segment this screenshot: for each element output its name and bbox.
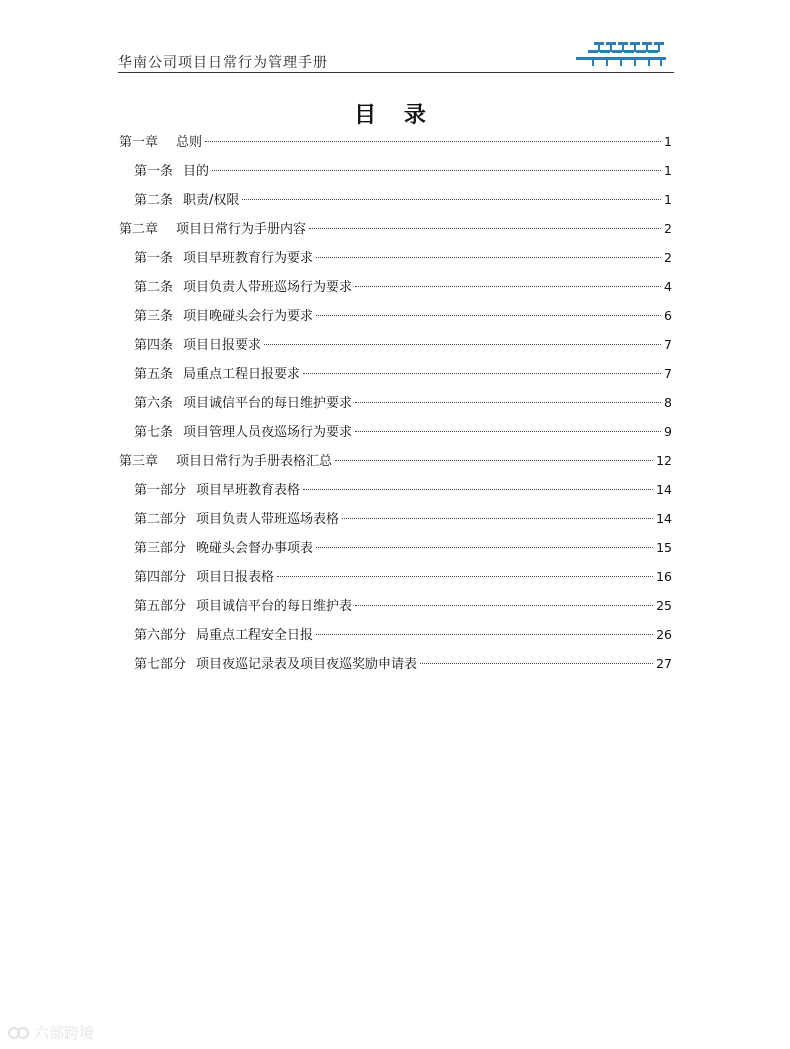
- toc-entry[interactable]: [134, 189, 672, 211]
- toc-entry-number: 第三章: [119, 454, 159, 469]
- toc-entry[interactable]: [134, 247, 672, 269]
- toc-leader-dots: [355, 401, 661, 403]
- toc-entry-label: [119, 218, 306, 237]
- toc-entry-number: 第一条: [134, 164, 174, 179]
- toc-page-number: 25: [656, 598, 672, 613]
- toc-page-number: 12: [656, 453, 672, 468]
- toc-leader-dots: [309, 227, 661, 229]
- toc-entry-label: [134, 305, 313, 324]
- toc-page-number: 4: [664, 279, 672, 294]
- toc-page-number: 1: [664, 192, 672, 207]
- toc-entry-label: [134, 160, 209, 179]
- toc-entry[interactable]: [134, 421, 672, 443]
- toc-leader-dots: [212, 169, 661, 171]
- toc-entry-label: [134, 566, 274, 585]
- toc-leader-dots: [277, 575, 653, 577]
- toc-entry-number: 第六部分: [134, 628, 187, 643]
- toc-leader-dots: [205, 140, 661, 142]
- toc-entry-number: 第五条: [134, 367, 174, 382]
- toc-page-number: 7: [664, 366, 672, 381]
- toc-entry[interactable]: [119, 131, 672, 153]
- toc-entry-label: [134, 421, 352, 440]
- toc-entry[interactable]: [134, 508, 672, 530]
- toc-entry-title: 项目早班教育行为要求: [183, 251, 314, 266]
- toc-entry-title: 项目夜巡记录表及项目夜巡奖励申请表: [196, 657, 418, 672]
- toc-leader-dots: [355, 604, 653, 606]
- toc-page-number: 2: [664, 250, 672, 265]
- toc-entry-number: 第三条: [134, 309, 174, 324]
- toc-entry[interactable]: [134, 653, 672, 675]
- toc-entry-label: [134, 363, 300, 382]
- toc-entry-number: 第二章: [119, 222, 159, 237]
- toc-entry[interactable]: [134, 566, 672, 588]
- toc-entry-title: 职责/权限: [183, 193, 240, 208]
- toc-entry-title: 项目日常行为手册表格汇总: [176, 454, 333, 469]
- toc-entry-label: [134, 595, 352, 614]
- toc-entry-number: 第二条: [134, 193, 174, 208]
- toc-page-number: 14: [656, 511, 672, 526]
- toc-entry-title: 项目负责人带班巡场表格: [196, 512, 340, 527]
- toc-entry[interactable]: [134, 392, 672, 414]
- toc-leader-dots: [335, 459, 653, 461]
- toc-entry-number: 第一章: [119, 135, 159, 150]
- toc-entry[interactable]: [134, 479, 672, 501]
- toc-leader-dots: [316, 256, 661, 258]
- toc-page-number: 1: [664, 163, 672, 178]
- toc-title: 目 录: [354, 103, 436, 128]
- watermark-text: 六部跨境: [34, 1024, 95, 1042]
- toc-entry[interactable]: [134, 363, 672, 385]
- toc-entry-title: 总则: [176, 135, 203, 150]
- toc-entry-number: 第二条: [134, 280, 174, 295]
- toc-entry-title: 项目早班教育表格: [196, 483, 301, 498]
- toc-entry-number: 第二部分: [134, 512, 187, 527]
- watermark-logo-icon: [8, 1025, 30, 1041]
- toc-entry[interactable]: [134, 595, 672, 617]
- toc-entry-label: [134, 334, 261, 353]
- toc-entry-title: 项目负责人带班巡场行为要求: [183, 280, 353, 295]
- toc-entry-title: 项目诚信平台的每日维护要求: [183, 396, 353, 411]
- toc-entry[interactable]: [134, 160, 672, 182]
- toc-leader-dots: [355, 285, 661, 287]
- toc-leader-dots: [303, 488, 653, 490]
- toc-page-number: 16: [656, 569, 672, 584]
- toc-page-number: 2: [664, 221, 672, 236]
- toc-leader-dots: [264, 343, 661, 345]
- toc-leader-dots: [316, 633, 653, 635]
- toc-entry-number: 第五部分: [134, 599, 187, 614]
- toc-entry[interactable]: [134, 537, 672, 559]
- toc-entry[interactable]: [134, 334, 672, 356]
- toc-entry[interactable]: [119, 218, 672, 240]
- toc-page-number: 1: [664, 134, 672, 149]
- toc-entry-number: 第七部分: [134, 657, 187, 672]
- toc-page-number: 9: [664, 424, 672, 439]
- toc-page-number: 27: [656, 656, 672, 671]
- toc-page-number: 8: [664, 395, 672, 410]
- toc-entry-title: 项目日报要求: [183, 338, 262, 353]
- toc-entry-title: 局重点工程安全日报: [196, 628, 314, 643]
- toc-entry-title: 项目日常行为手册内容: [176, 222, 307, 237]
- toc-entry-title: 项目晚碰头会行为要求: [183, 309, 314, 324]
- toc-entry-title: 项目管理人员夜巡场行为要求: [183, 425, 353, 440]
- toc-entry-label: [134, 624, 313, 643]
- toc-entry-label: [134, 276, 352, 295]
- toc-entry[interactable]: [134, 276, 672, 298]
- toc-page-number: 7: [664, 337, 672, 352]
- toc-page-number: 6: [664, 308, 672, 323]
- toc-entry[interactable]: [134, 624, 672, 646]
- toc-entry-label: [134, 247, 313, 266]
- toc-entry-title: 晚碰头会督办事项表: [196, 541, 314, 556]
- toc-entry-label: [134, 189, 239, 208]
- toc-entry-label: [134, 479, 300, 498]
- toc-entry-number: 第一条: [134, 251, 174, 266]
- page-header: [118, 48, 674, 73]
- toc-leader-dots: [316, 546, 653, 548]
- toc-entry-title: 目的: [183, 164, 210, 179]
- toc-entry-title: 项目日报表格: [196, 570, 275, 585]
- toc-page-number: 14: [656, 482, 672, 497]
- toc-entry-label: [119, 131, 202, 150]
- toc-leader-dots: [303, 372, 661, 374]
- company-logo: [572, 40, 668, 70]
- toc-entry-label: [134, 392, 352, 411]
- toc-entry[interactable]: [119, 450, 672, 472]
- toc-page-number: 26: [656, 627, 672, 642]
- toc-entry-number: 第六条: [134, 396, 174, 411]
- toc-entry-number: 第七条: [134, 425, 174, 440]
- toc-leader-dots: [316, 314, 661, 316]
- toc-entry-number: 第四部分: [134, 570, 187, 585]
- toc-entry-label: [134, 508, 339, 527]
- toc-entry-label: [119, 450, 332, 469]
- toc-entry-number: 第四条: [134, 338, 174, 353]
- watermark: [8, 1022, 94, 1043]
- toc-entry-title: 项目诚信平台的每日维护表: [196, 599, 353, 614]
- toc-entry-number: 第三部分: [134, 541, 187, 556]
- toc-entry-title: 局重点工程日报要求: [183, 367, 301, 382]
- toc-entry-label: [134, 653, 417, 672]
- toc-leader-dots: [420, 662, 653, 664]
- toc-entry-label: [134, 537, 313, 556]
- toc-page-number: 15: [656, 540, 672, 555]
- toc-entry[interactable]: [134, 305, 672, 327]
- header-title: 华南公司项目日常行为管理手册: [118, 55, 328, 71]
- toc-leader-dots: [355, 430, 661, 432]
- toc-entry-number: 第一部分: [134, 483, 187, 498]
- toc-leader-dots: [242, 198, 661, 200]
- toc-leader-dots: [342, 517, 653, 519]
